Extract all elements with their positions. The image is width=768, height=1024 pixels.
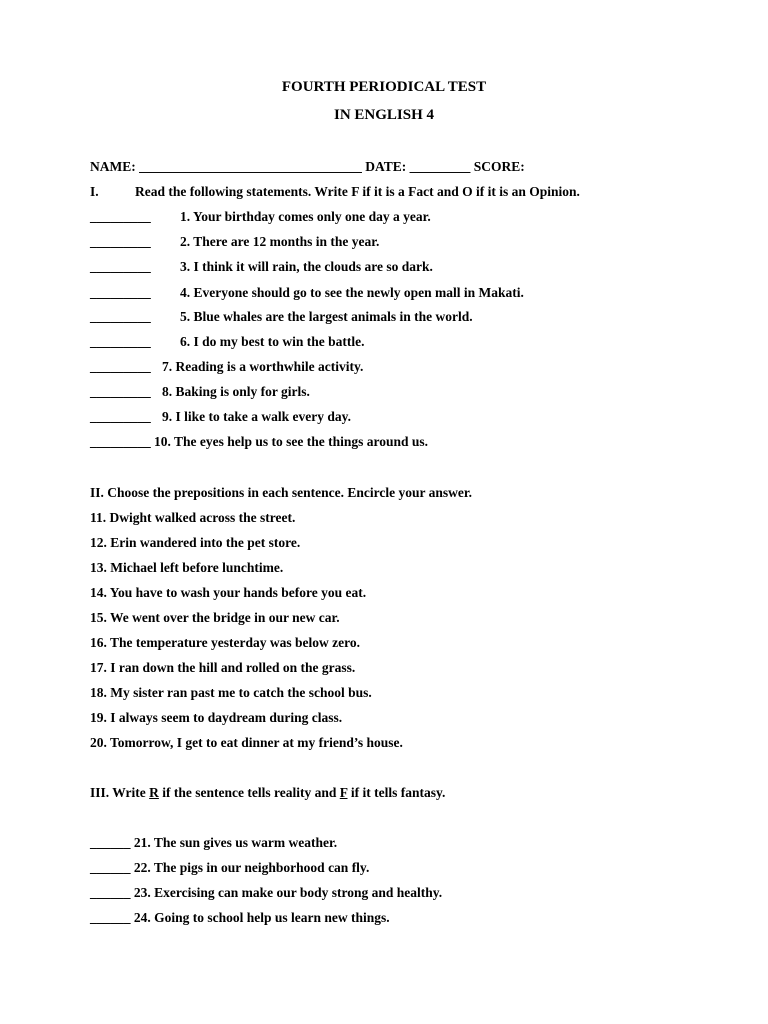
list-item [90, 359, 363, 375]
list-item: 18. My sister ran past me to catch the school bus. [90, 685, 372, 700]
test-subtitle: IN ENGLISH 4 [333, 107, 435, 123]
student-info-row [90, 159, 525, 175]
instruction-text: if the sentence tells reality and [158, 785, 340, 800]
list-item: 13. Michael left before lunchtime. [90, 560, 284, 575]
name-blank: _________________________________ [139, 159, 362, 174]
item-text: 5. Blue whales are the largest animals in the world. [180, 309, 473, 324]
list-item [90, 234, 379, 250]
instruction-text: if it tells fantasy. [347, 785, 446, 800]
item-text: 3. I think it will rain, the clouds are so dark. [180, 259, 433, 274]
list-item [90, 259, 433, 275]
instruction-text: III. Write [90, 785, 150, 800]
answer-blank: _________ [90, 334, 151, 349]
list-item [90, 209, 431, 225]
list-item [90, 334, 365, 350]
answer-blank: _________ [90, 309, 151, 324]
item-text: 24. Going to school help us learn new things. [133, 910, 390, 925]
list-item: 11. Dwight walked across the street. [90, 510, 296, 525]
list-item [90, 309, 473, 325]
item-text: 7. Reading is a worthwhile activity. [162, 359, 364, 374]
list-item [90, 860, 369, 876]
list-item [90, 409, 351, 425]
fantasy-letter: F [339, 785, 348, 800]
answer-blank: _________ [90, 434, 151, 449]
answer-blank: _________ [90, 234, 151, 249]
answer-blank: _________ [90, 209, 151, 224]
item-text: 21. The sun gives us warm weather. [133, 835, 338, 850]
list-item [90, 885, 442, 901]
list-item: 19. I always seem to daydream during class. [90, 710, 343, 725]
list-item [90, 835, 337, 851]
answer-blank: _________ [90, 384, 151, 399]
date-blank: _________ [409, 159, 471, 174]
score-label: SCORE: [473, 159, 525, 174]
reality-letter: R [149, 785, 159, 800]
item-text: 2. There are 12 months in the year. [180, 234, 380, 249]
item-text: 10. The eyes help us to see the things around us. [154, 434, 429, 449]
list-item [90, 285, 524, 301]
list-item: 20. Tomorrow, I get to eat dinner at my friend’s house. [90, 735, 403, 750]
list-item [90, 384, 310, 400]
test-title: FOURTH PERIODICAL TEST [281, 79, 487, 95]
list-item: 15. We went over the bridge in our new car. [90, 610, 340, 625]
item-text: 8. Baking is only for girls. [162, 384, 310, 399]
list-item: 16. The temperature yesterday was below zero. [90, 635, 360, 650]
answer-blank: _________ [90, 259, 151, 274]
answer-blank: ______ [90, 910, 131, 925]
date-label: DATE: [365, 159, 407, 174]
part1-instruction: Read the following statements. Write F if it is a Fact and O if it is an Opinion. [135, 184, 580, 199]
list-item: 14. You have to wash your hands before you eat. [90, 585, 367, 600]
part3-instruction [90, 785, 445, 801]
answer-blank: ______ [90, 835, 131, 850]
part2-instruction: II. Choose the prepositions in each sentence. Encircle your answer. [90, 485, 473, 500]
answer-blank: ______ [90, 885, 131, 900]
list-item [90, 910, 390, 926]
answer-blank: _________ [90, 285, 151, 300]
answer-blank: _________ [90, 359, 151, 374]
item-text: 1. Your birthday comes only one day a year. [180, 209, 431, 224]
list-item: 17. I ran down the hill and rolled on the grass. [90, 660, 356, 675]
item-text: 4. Everyone should go to see the newly open mall in Makati. [180, 285, 524, 300]
part1-heading [90, 184, 580, 200]
item-text: 6. I do my best to win the battle. [180, 334, 365, 349]
list-item [90, 434, 428, 450]
answer-blank: ______ [90, 860, 131, 875]
answer-blank: _________ [90, 409, 151, 424]
item-text: 23. Exercising can make our body strong and healthy. [133, 885, 443, 900]
part1-number: I. [90, 184, 99, 199]
item-text: 22. The pigs in our neighborhood can fly. [133, 860, 370, 875]
name-label: NAME: [90, 159, 136, 174]
list-item: 12. Erin wandered into the pet store. [90, 535, 301, 550]
item-text: 9. I like to take a walk every day. [162, 409, 351, 424]
